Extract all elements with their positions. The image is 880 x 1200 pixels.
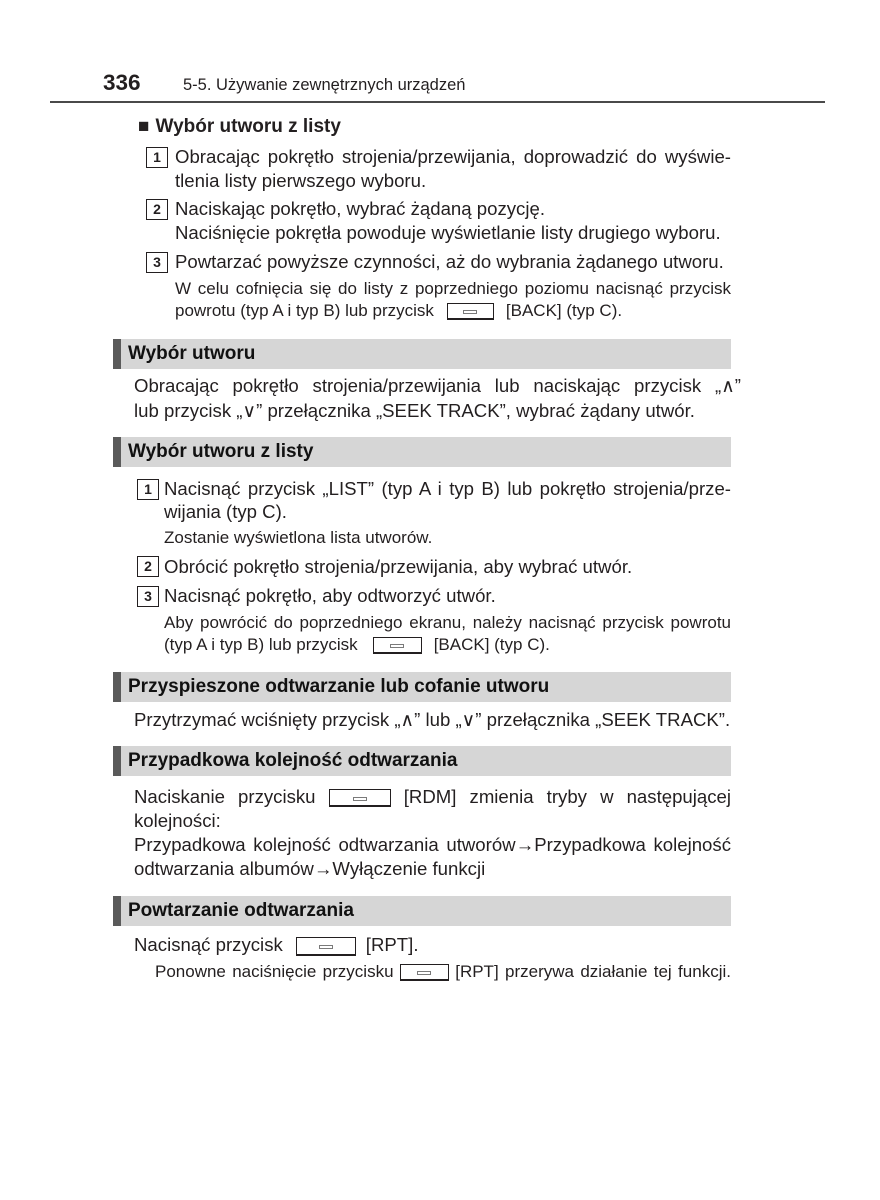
rpt-button-icon <box>296 937 356 956</box>
paragraph-line: kolejności: <box>134 810 221 831</box>
note-text-after: [BACK] (typ C). <box>505 301 623 320</box>
heading-bar <box>113 339 731 369</box>
paragraph-line: Obracając pokrętło strojenia/przewijania lub naciskając przycisk „∧” <box>134 375 741 396</box>
paragraph-line: Przytrzymać wciśnięty przycisk „∧” lub „∨” przełącznika „SEEK TRACK”. <box>134 709 731 730</box>
paragraph-line <box>134 785 731 809</box>
heading-bar <box>113 896 731 926</box>
back-button-icon <box>373 637 422 654</box>
step-text: Naciśnięcie pokrętła powoduje wyświetlanie listy drugiego wyboru. <box>175 222 721 243</box>
button-mark-icon <box>353 797 367 801</box>
note-text <box>164 634 550 656</box>
heading-text: Przyspieszone odtwarzanie lub cofanie utworu <box>128 676 550 697</box>
heading-bar <box>113 746 731 776</box>
step-text: Obrócić pokrętło strojenia/przewijania, aby wybrać utwór. <box>164 556 633 577</box>
step-number-2: 2 <box>137 556 159 577</box>
rdm-button-icon <box>329 789 391 807</box>
section-title <box>138 115 341 139</box>
page-number: 336 <box>103 70 141 95</box>
heading-text: Powtarzanie odtwarzania <box>128 900 354 921</box>
button-mark-icon <box>319 945 333 949</box>
heading-bar-accent <box>113 672 121 702</box>
step-number-1: 1 <box>146 147 168 168</box>
paragraph-line: odtwarzania albumów→Wyłączenie funkcji <box>134 858 486 879</box>
heading-bar-accent <box>113 746 121 776</box>
heading-bar-accent <box>113 339 121 369</box>
heading-bar <box>113 437 731 467</box>
paragraph-line: lub przycisk „∨” przełącznika „SEEK TRACK”, wybrać żądany utwór. <box>134 400 695 421</box>
paragraph-text-after: [RPT]. <box>365 934 419 955</box>
rpt-button-icon <box>400 964 449 981</box>
paragraph-text-before: Naciskanie przycisku <box>134 786 316 807</box>
note-text <box>155 961 731 983</box>
heading-text: Przypadkowa kolejność odtwarzania <box>128 750 458 771</box>
heading-text: Wybór utworu <box>128 343 256 364</box>
heading-bar-accent <box>113 896 121 926</box>
note-text-after: [BACK] (typ C). <box>433 635 550 654</box>
step-number-1: 1 <box>137 479 159 500</box>
step-text: wijania (typ C). <box>164 501 287 522</box>
paragraph-line: Przypadkowa kolejność odtwarzania utworów→Przypadkowa kolejność <box>134 834 731 855</box>
square-bullet-icon: ■ <box>138 116 150 137</box>
note-text <box>175 300 622 322</box>
button-mark-icon <box>463 310 477 314</box>
button-mark-icon <box>390 644 404 648</box>
paragraph-text-after: [RDM] zmienia tryby w następującej <box>403 786 732 807</box>
note-text: Aby powrócić do poprzedniego ekranu, należy nacisnąć przycisk powrotu <box>164 613 731 632</box>
note-text-before: (typ A i typ B) lub przycisk <box>164 635 358 654</box>
paragraph-line <box>134 933 418 957</box>
step-text: tlenia listy pierwszego wyboru. <box>175 170 427 191</box>
button-mark-icon <box>417 971 431 975</box>
heading-bar <box>113 672 731 702</box>
step-number-3: 3 <box>146 252 168 273</box>
paragraph-text-before: Nacisnąć przycisk <box>134 934 283 955</box>
header-rule <box>50 101 825 103</box>
back-button-icon <box>447 303 494 320</box>
step-text: Powtarzać powyższe czynności, aż do wybrania żądanego utworu. <box>175 251 724 272</box>
note-text-before: powrotu (typ A i typ B) lub przycisk <box>175 301 434 320</box>
heading-bar-accent <box>113 437 121 467</box>
step-text: Naciskając pokrętło, wybrać żądaną pozycję. <box>175 198 545 219</box>
note-text: W celu cofnięcia się do listy z poprzedniego poziomu nacisnąć przycisk <box>175 279 731 298</box>
note-text: Zostanie wyświetlona lista utworów. <box>164 528 433 547</box>
note-text-after: [RPT] przerywa działanie tej funkcji. <box>455 962 731 981</box>
step-text: Obracając pokrętło strojenia/przewijania, doprowadzić do wyświe- <box>175 146 731 167</box>
step-text: Nacisnąć pokrętło, aby odtworzyć utwór. <box>164 585 496 606</box>
step-number-2: 2 <box>146 199 168 220</box>
step-text: Nacisnąć przycisk „LIST” (typ A i typ B) lub pokrętło strojenia/prze- <box>164 478 731 499</box>
chapter-title: 5-5. Używanie zewnętrznych urządzeń <box>183 76 466 94</box>
section-title-text: Wybór utworu z listy <box>155 116 341 137</box>
note-text-before: Ponowne naciśnięcie przycisku <box>155 962 394 981</box>
step-number-3: 3 <box>137 586 159 607</box>
heading-text: Wybór utworu z listy <box>128 441 314 462</box>
